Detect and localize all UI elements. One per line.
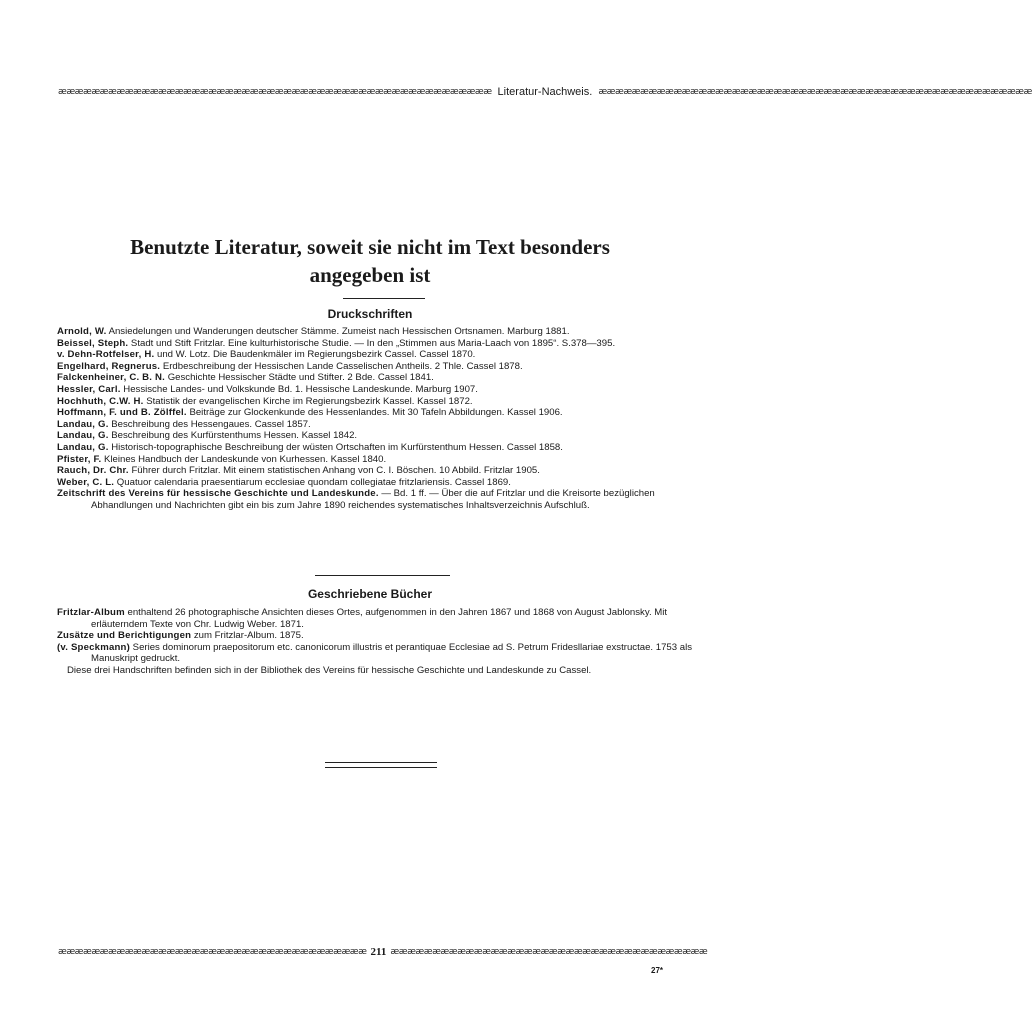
end-rule — [325, 767, 437, 768]
entry-text: Historisch-topographische Beschreibung der wüsten Ortschaften im Kurfürstenthum Hessen. Cassel 1858. — [108, 441, 563, 453]
entry-author: Arnold, W. — [57, 326, 107, 337]
bibliography-entry — [57, 642, 707, 665]
entry-text: Beschreibung des Hessengaues. Cassel 1857. — [108, 418, 311, 430]
entry-author: Engelhard, Regnerus. — [57, 360, 161, 372]
page-number: 211 — [370, 946, 387, 958]
entry-text: Ansiedelungen und Wanderungen deutscher Stämme. Zumeist nach Hessischen Ortsnamen. Marburg 1881. — [106, 326, 570, 337]
bibliography-entry — [57, 442, 707, 454]
bibliography-entry — [57, 407, 707, 419]
running-header-title: Literatur-Nachweis. — [497, 86, 593, 98]
title-divider — [343, 298, 425, 299]
printed-bibliography-list — [57, 326, 707, 512]
signature-mark: 27* — [651, 966, 664, 975]
bibliography-entry — [57, 326, 707, 338]
entry-text: Series dominorum praepositorum etc. canonicorum illustris et perantiquae Ecclesiae ad S. Petrum Fridesllariae exstructae. 1753 als Manuskript gedruckt. — [91, 641, 693, 665]
entry-author: Fritzlar-Album — [57, 607, 125, 618]
entry-text: Stadt und Stift Fritzlar. Eine kulturhistorische Studie. — In den „Stimmen aus Maria-Laach von 1895“. S.378—395. — [128, 337, 616, 349]
entry-text: zum Fritzlar-Album. 1875. — [191, 630, 304, 642]
entry-author: Rauch, Dr. Chr. — [57, 465, 129, 477]
entry-author: Weber, C. L. — [57, 476, 115, 488]
bibliography-entry — [57, 465, 707, 477]
entry-text: Geschichte Hessischer Städte und Stifter. 2 Bde. Cassel 1841. — [165, 372, 434, 384]
end-ornament-rules — [325, 762, 437, 772]
footer-ornament-right: ææææææææææææææææææææææææææææææææææææææ — [390, 947, 708, 957]
running-header — [58, 86, 1032, 98]
section-heading-written: Geschriebene Bücher — [307, 587, 433, 601]
bibliography-entry — [57, 488, 707, 511]
entry-author: Falckenheiner, C. B. N. — [57, 372, 166, 384]
page-title-line-2: angegeben ist — [309, 263, 431, 287]
bibliography-entry — [57, 372, 707, 384]
entry-text: enthaltend 26 photographische Ansichten dieses Ortes, aufgenommen in den Jahren 1867 und 1868 von August Jablonsky. Mit erläuterndem Texte von Chr. Ludwig Weber. 1871. — [91, 607, 668, 630]
bibliography-entry — [57, 630, 707, 642]
page-title-line-1: Benutzte Literatur, soweit sie nicht im Text besonders — [130, 235, 610, 259]
entry-author: Landau, G. — [57, 418, 109, 430]
entry-author: Hessler, Carl. — [57, 383, 121, 395]
bibliography-entry — [57, 607, 707, 630]
entry-author: Landau, G. — [57, 441, 109, 453]
header-ornament-right: ææææææææææææææææææææææææææææææææææææææææææææææææææææ — [598, 87, 1032, 97]
bibliography-entry — [57, 419, 707, 431]
bibliography-entry — [57, 396, 707, 408]
entry-text: und W. Lotz. Die Baudenkmäler im Regierungsbezirk Cassel. Cassel 1870. — [154, 349, 476, 361]
bibliography-entry — [57, 477, 707, 489]
section-divider — [315, 575, 450, 576]
bibliography-entry — [57, 430, 707, 442]
entry-text: Statistik der evangelischen Kirche im Regierungsbezirk Kassel. Kassel 1872. — [143, 395, 473, 407]
header-ornament-left: ææææææææææææææææææææææææææææææææææææææææææææææææææææ — [58, 87, 492, 97]
entry-text: Kleines Handbuch der Landeskunde von Kurhessen. Kassel 1840. — [101, 453, 387, 465]
entry-text: Führer durch Fritzlar. Mit einem statistischen Anhang von C. I. Böschen. 10 Abbild. Fritzlar 1905. — [128, 465, 540, 477]
entry-author: Beissel, Steph. — [57, 337, 129, 349]
entry-author: Zeitschrift des Vereins für hessische Geschichte und Landeskunde. — [57, 488, 379, 500]
end-rule — [325, 762, 437, 763]
entry-text: Beiträge zur Glockenkunde des Hessenlandes. Mit 30 Tafeln Abbildungen. Kassel 1906. — [186, 407, 563, 419]
bibliography-entry — [57, 349, 707, 361]
bibliography-entry — [57, 454, 707, 466]
entry-text: — Bd. 1 ff. — Über die auf Fritzlar und die Kreisorte bezüglichen Abhandlungen und Nachrichten gibt ein bis zum Jahre 1890 reichendes systematisches Inhaltsverzeichnis Aufschluß. — [91, 488, 655, 511]
entry-author: Pfister, F. — [57, 453, 102, 465]
footer-ornament-left: æææææææææææææææææææææææææææææææææææææ — [58, 947, 367, 957]
entry-author: (v. Speckmann) — [57, 641, 130, 653]
entry-author: Zusätze und Berichtigungen — [57, 630, 192, 642]
entry-author: v. Dehn-Rotfelser, H. — [57, 349, 155, 361]
entry-text: Hessische Landes- und Volkskunde Bd. 1. Hessische Landeskunde. Marburg 1907. — [120, 383, 478, 395]
handwriting-note: Diese drei Handschriften befinden sich in der Bibliothek des Vereins für hessische Geschichte und Landeskunde zu Cassel. — [67, 664, 592, 676]
entry-author: Landau, G. — [57, 430, 109, 442]
entry-author: Hochhuth, C.W. H. — [57, 395, 144, 407]
entry-text: Quatuor calendaria praesentiarum ecclesiae quondam collegiatae fritzlariensis. Cassel 1869. — [114, 476, 511, 488]
bibliography-entry — [57, 361, 707, 373]
page-footer — [58, 946, 708, 958]
entry-text: Erdbeschreibung der Hessischen Lande Casselischen Antheils. 2 Thle. Cassel 1878. — [160, 360, 523, 372]
written-bibliography-list — [57, 607, 707, 677]
page-title — [60, 233, 680, 289]
bibliography-entry — [57, 338, 707, 350]
entry-text: Beschreibung des Kurfürstenthums Hessen. Kassel 1842. — [108, 430, 358, 442]
bibliography-entry — [57, 384, 707, 396]
entry-author: Hoffmann, F. und B. Zölffel. — [57, 407, 187, 419]
section-heading-printed: Druckschriften — [327, 307, 413, 321]
